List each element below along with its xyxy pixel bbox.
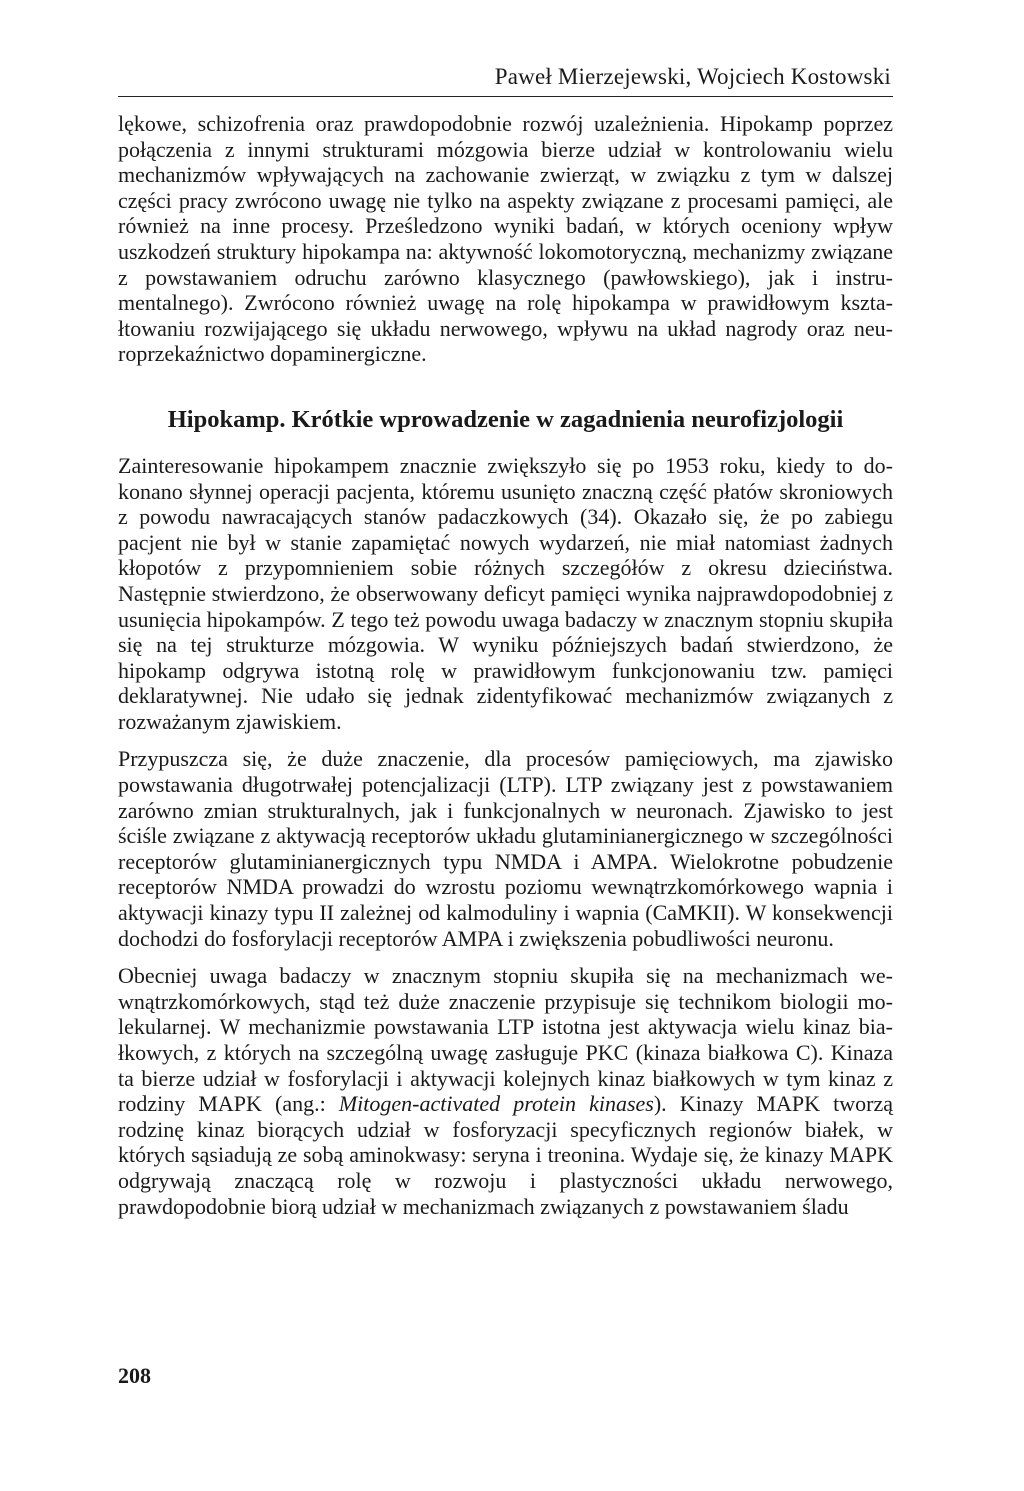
paragraph-1: Zainteresowanie hipokampem znacznie zwiększyło się po 1953 roku, kiedy to dokonano słynnej operacji pacjenta, któremu usunięto znaczną część płatów skroniowych z powodu nawracających stanów padaczkowych (34). Okazało się, że po zabiegu pacjent nie był w stanie zapamiętać nowych wydarzeń, nie miał natomiast żadnych kłopotów z przypomnieniem sobie różnych szczegółów z okresu dzieciństwa. Następnie stwierdzono, że obserwowany deficyt pamięci wynika najprawdopodobniej z usunięcia hipokampów. Z tego też powodu uwaga badaczy w znacznym stopniu skupiła się na tej strukturze mózgowia. W wyniku późniejszych badań stwierdzono, że hipokamp odgrywa istotną rolę w prawidłowym funkcjonowaniu tzw. pamięci deklaratywnej. Nie udało się jednak zidentyfikować mechanizmów związanych z rozważanym zjawiskiem. bbox=[118, 452, 893, 734]
intro-paragraph: lękowe, schizofrenia oraz prawdopodobnie rozwój uzależnienia. Hipokamp poprzez połączenia z innymi strukturami mózgowia bierze udział w kontrolowaniu wielu mechanizmów wpływających na zachowanie zwierząt, w związku z tym w dalszej części pracy zwrócono uwagę nie tylko na aspekty związane z procesami pamięci, ale również na inne procesy. Prześledzono wyniki badań, w których oceniony wpływ uszkodzeń struktury hipokampa na: aktywność lokomotoryczną, mechanizmy związane z powstawaniem odruchu zarówno klasycznego (pawłowskiego), jak i instrumentalnego). Zwrócono również uwagę na rolę hipokampa w prawidłowym kształtowaniu rozwijającego się układu nerwowego, wpływu na układ nagrody oraz neuroprzekaźnictwo dopaminergiczne. bbox=[118, 111, 893, 367]
page-number: 208 bbox=[118, 1363, 151, 1388]
section-title: Hipokamp. Krótkie wprowadzenie w zagadnienia neurofizjologii bbox=[167, 405, 844, 433]
paragraph-2: Przypuszcza się, że duże znaczenie, dla procesów pamięciowych, ma zjawisko powstawania długotrwałej potencjalizacji (LTP). LTP związany jest z powstawaniem zarówno zmian strukturalnych, jak i funkcjonalnych w neuronach. Zjawisko to jest ściśle związane z aktywacją receptorów układu glutaminianergicznego w szczególności receptorów glutaminianergicznych typu NMDA i AMPA. Wielokrotne pobudzenie receptorów NMDA prowadzi do wzrostu poziomu wewnątrzkomórkowego wapnia i aktywacji kinazy typu II zależnej od kalmoduliny i wapnia (CaMKII). W konsekwencji dochodzi do fosforylacji receptorów AMPA i zwiększenia pobudliwości neuronu. bbox=[118, 746, 893, 951]
paragraph-3-part-2: ). Kinazy MAPK tworzą rodzinę kinaz biorących udział w fosforyzacji specyficznych regionów białek, w których sąsiadują ze sobą aminokwasy: seryna i treonina. Wydaje się, że kinazy MAPK odgrywają znaczącą rolę w rozwoju i plastyczności układu nerwowego, prawdopodobnie biorą udział w mechanizmach związanych z powstawaniem śladu bbox=[118, 1091, 893, 1219]
paragraph-3-italic-term: Mitogen-activated protein kinases bbox=[338, 1091, 654, 1117]
body-text bbox=[118, 111, 893, 367]
page bbox=[118, 62, 893, 1462]
paragraph-3 bbox=[118, 963, 893, 1219]
running-header-authors: Paweł Mierzejewski, Wojciech Kostowski bbox=[494, 64, 891, 89]
paragraph-3-part-1: Obecniej uwaga badaczy w znacznym stopniu skupiła się na mechanizmach wewnątrzkomórkowych, stąd też duże znaczenie przypisuje się technikom biologii molekularnej. W mechanizmie powstawania LTP istotna jest aktywacja wielu kinaz białkowych, z których na szczególną uwagę zasługuje PKC (kinaza białkowa C). Kinaza ta bierze udział w fosforylacji i aktywacji kolejnych kinaz białkowych w tym kinaz z rodziny MAPK (ang.: bbox=[118, 963, 893, 1117]
header-rule bbox=[118, 96, 893, 97]
